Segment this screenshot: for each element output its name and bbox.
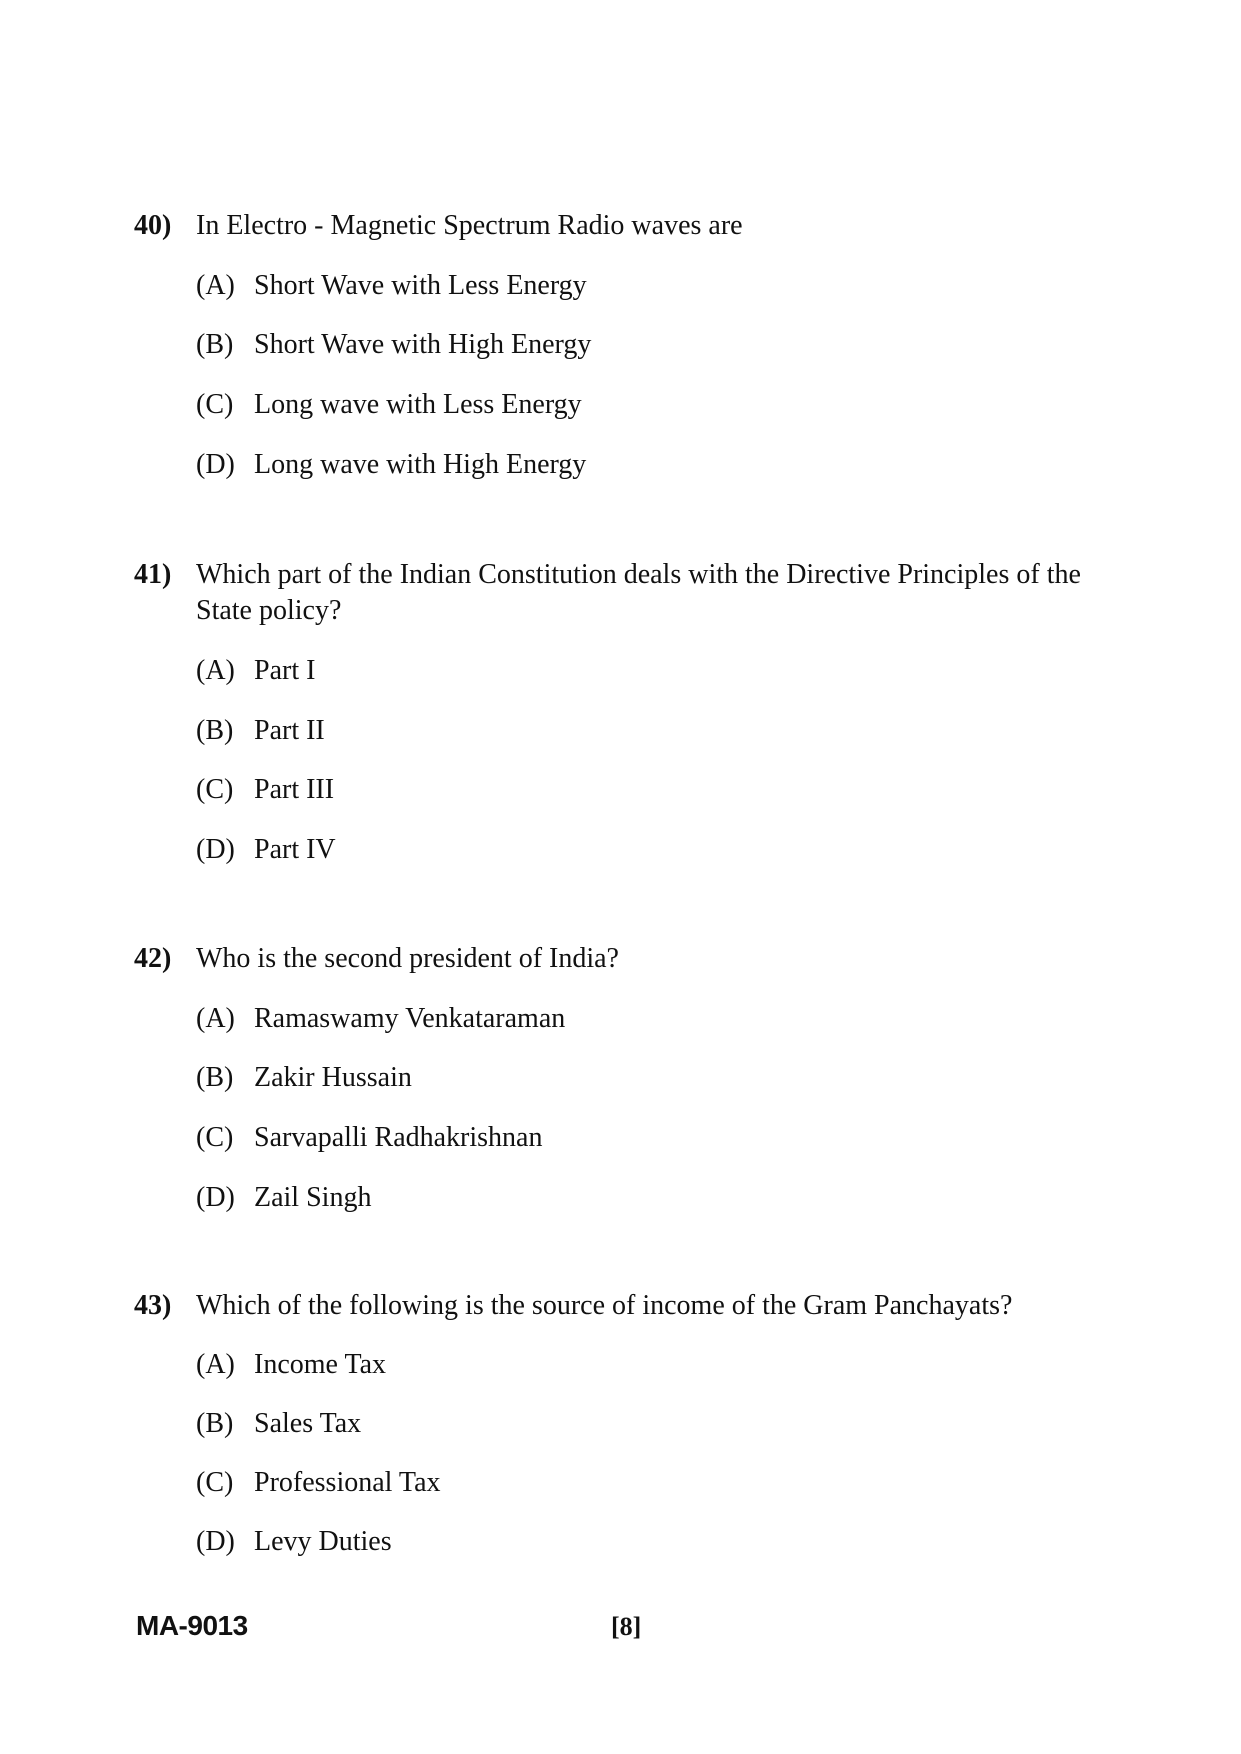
option-text: Zakir Hussain (254, 1062, 412, 1093)
page-number: [8] (611, 1612, 642, 1641)
question-text: In Electro - Magnetic Spectrum Radio waves are (196, 210, 743, 241)
option-letter: (D) (196, 834, 235, 865)
option-text: Sarvapalli Radhakrishnan (254, 1122, 543, 1153)
option-text: Income Tax (254, 1349, 387, 1380)
option-letter: (A) (196, 1349, 235, 1380)
option-a (196, 653, 315, 689)
option-d (196, 447, 586, 483)
option-b (196, 1406, 361, 1442)
option-letter: (D) (196, 1526, 235, 1557)
option-text: Sales Tax (254, 1408, 362, 1439)
option-c (196, 1120, 542, 1156)
option-letter: (A) (196, 655, 235, 686)
option-text: Short Wave with Less Energy (254, 270, 587, 301)
option-text: Long wave with High Energy (254, 449, 587, 480)
paper-code: MA-9013 (136, 1610, 248, 1641)
question-number: 41) (134, 559, 172, 590)
option-d (196, 1180, 371, 1216)
option-letter: (B) (196, 715, 234, 746)
option-a (196, 268, 587, 304)
question-text: Who is the second president of India? (196, 943, 619, 974)
option-b (196, 327, 591, 363)
option-letter: (D) (196, 449, 235, 480)
option-letter: (B) (196, 329, 234, 360)
option-a (196, 1347, 386, 1383)
option-c (196, 1465, 441, 1501)
question-number: 43) (134, 1290, 172, 1321)
question-number: 40) (134, 210, 172, 241)
option-letter: (A) (196, 1003, 235, 1034)
option-b (196, 713, 325, 749)
option-a (196, 1001, 565, 1037)
option-letter: (C) (196, 774, 234, 805)
question-text: Which part of the Indian Constitution deals with the Directive Principles of the State policy? (196, 559, 1081, 626)
option-b (196, 1060, 412, 1096)
question-text: Which of the following is the source of income of the Gram Panchayats? (196, 1290, 1013, 1321)
option-text: Levy Duties (254, 1526, 392, 1557)
option-letter: (B) (196, 1408, 234, 1439)
option-letter: (D) (196, 1182, 235, 1213)
option-letter: (C) (196, 1467, 234, 1498)
option-letter: (C) (196, 389, 234, 420)
option-letter: (C) (196, 1122, 234, 1153)
option-c (196, 387, 582, 423)
option-c (196, 772, 334, 808)
option-text: Zail Singh (254, 1182, 372, 1213)
option-letter: (B) (196, 1062, 234, 1093)
option-text: Ramaswamy Venkataraman (254, 1003, 566, 1034)
option-text: Part III (254, 774, 335, 805)
option-text: Part I (254, 655, 316, 686)
option-text: Part IV (254, 834, 336, 865)
option-text: Professional Tax (254, 1467, 441, 1498)
option-d (196, 1524, 392, 1560)
option-text: Short Wave with High Energy (254, 329, 592, 360)
option-text: Long wave with Less Energy (254, 389, 582, 420)
option-text: Part II (254, 715, 325, 746)
question-number: 42) (134, 943, 172, 974)
option-letter: (A) (196, 270, 235, 301)
option-d (196, 832, 336, 868)
